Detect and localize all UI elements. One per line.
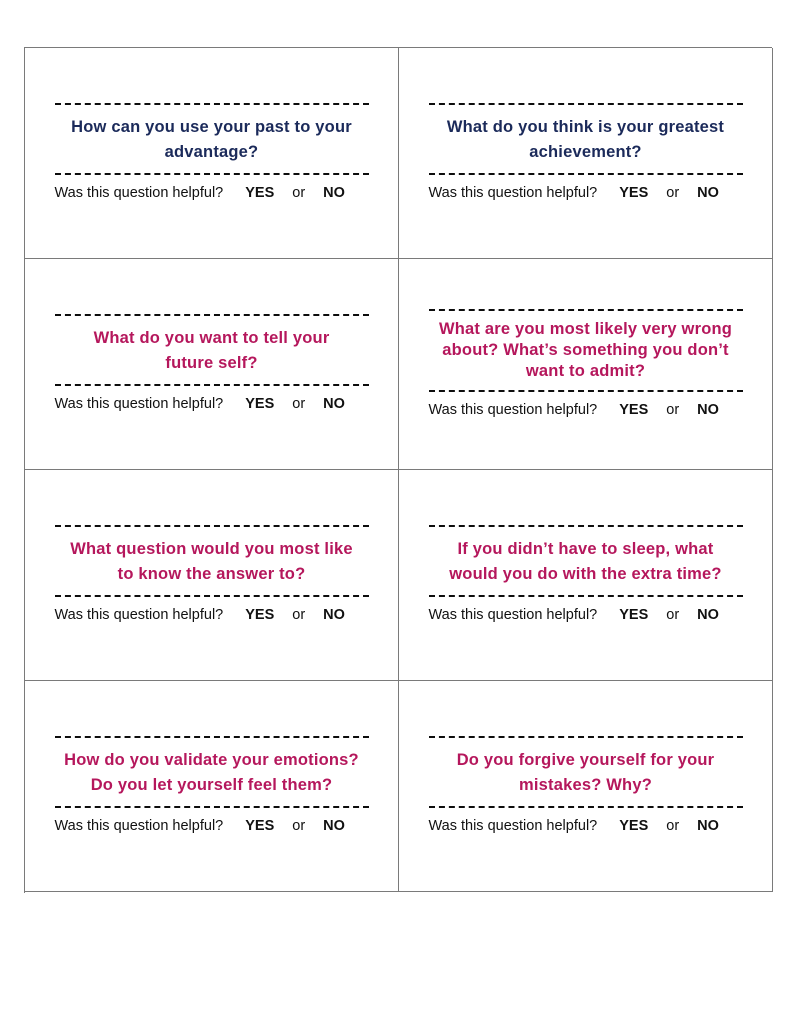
dashed-divider-bottom	[55, 173, 369, 175]
feedback-prompt: Was this question helpful?	[54, 818, 224, 834]
feedback-prompt: Was this question helpful?	[428, 818, 598, 834]
question-line: would you do with the extra time?	[449, 565, 722, 583]
or-separator: or	[666, 818, 680, 834]
feedback-row	[429, 402, 743, 418]
or-separator: or	[292, 818, 306, 834]
question-line: What do you think is your greatest	[446, 118, 725, 136]
question-card-7	[25, 681, 399, 892]
yes-option[interactable]: YES	[619, 185, 649, 201]
question-line: How can you use your past to your	[71, 118, 352, 136]
feedback-row	[55, 396, 369, 412]
dashed-divider-top	[55, 314, 369, 316]
dashed-divider-top	[429, 736, 743, 738]
dashed-divider-bottom	[429, 173, 743, 175]
dashed-divider-bottom	[429, 806, 743, 808]
feedback-prompt: Was this question helpful?	[54, 185, 224, 201]
question-line: future self?	[165, 354, 258, 372]
question-line: to know the answer to?	[117, 565, 306, 583]
feedback-prompt: Was this question helpful?	[428, 607, 598, 623]
feedback-row	[429, 818, 743, 834]
question-card-2	[399, 48, 773, 259]
feedback-row	[55, 185, 369, 201]
question-card-1	[25, 48, 399, 259]
question-line: about? What’s something you don’t	[442, 340, 729, 359]
no-option[interactable]: NO	[697, 818, 719, 834]
question-card-4	[399, 259, 773, 470]
question-line: Do you forgive yourself for your	[456, 751, 715, 769]
no-option[interactable]: NO	[323, 607, 345, 623]
feedback-prompt: Was this question helpful?	[54, 396, 224, 412]
or-separator: or	[666, 607, 680, 623]
question-line: achievement?	[529, 143, 642, 161]
question-card-5	[25, 470, 399, 681]
question-card-3	[25, 259, 399, 470]
yes-option[interactable]: YES	[619, 607, 649, 623]
question-card-sheet	[24, 47, 772, 893]
no-option[interactable]: NO	[323, 396, 345, 412]
dashed-divider-bottom	[55, 384, 369, 386]
dashed-divider-top	[429, 309, 743, 311]
dashed-divider-bottom	[55, 595, 369, 597]
question-line: Do you let yourself feel them?	[90, 776, 333, 794]
question-line: What question would you most like	[70, 540, 353, 558]
dashed-divider-top	[55, 736, 369, 738]
feedback-prompt: Was this question helpful?	[428, 401, 598, 418]
question-text	[47, 115, 377, 165]
dashed-divider-top	[55, 525, 369, 527]
dashed-divider-top	[429, 525, 743, 527]
question-text	[47, 748, 377, 798]
or-separator: or	[666, 185, 680, 201]
feedback-row	[55, 818, 369, 834]
feedback-row	[429, 185, 743, 201]
no-option[interactable]: NO	[697, 185, 719, 201]
yes-option[interactable]: YES	[245, 185, 275, 201]
yes-option[interactable]: YES	[245, 818, 275, 834]
feedback-row	[55, 607, 369, 623]
question-line: advantage?	[164, 143, 259, 161]
dashed-divider-bottom	[55, 806, 369, 808]
or-separator: or	[292, 185, 306, 201]
or-separator: or	[666, 401, 680, 418]
question-text	[421, 115, 751, 165]
yes-option[interactable]: YES	[245, 396, 275, 412]
question-text	[421, 537, 751, 587]
question-line: mistakes? Why?	[518, 776, 652, 794]
dashed-divider-top	[55, 103, 369, 105]
no-option[interactable]: NO	[323, 818, 345, 834]
or-separator: or	[292, 396, 306, 412]
feedback-prompt: Was this question helpful?	[54, 607, 224, 623]
question-line: want to admit?	[525, 361, 646, 380]
or-separator: or	[292, 607, 306, 623]
dashed-divider-top	[429, 103, 743, 105]
question-line: If you didn’t have to sleep, what	[457, 540, 714, 558]
question-line: How do you validate your emotions?	[64, 751, 359, 769]
no-option[interactable]: NO	[323, 185, 345, 201]
question-text	[47, 326, 377, 376]
yes-option[interactable]: YES	[245, 607, 275, 623]
no-option[interactable]: NO	[697, 607, 719, 623]
no-option[interactable]: NO	[697, 401, 719, 418]
yes-option[interactable]: YES	[619, 401, 649, 418]
question-line: What do you want to tell your	[93, 329, 330, 347]
yes-option[interactable]: YES	[619, 818, 649, 834]
dashed-divider-bottom	[429, 595, 743, 597]
feedback-prompt: Was this question helpful?	[428, 185, 598, 201]
question-line: What are you most likely very wrong	[438, 319, 733, 338]
dashed-divider-bottom	[429, 390, 743, 392]
question-card-8	[399, 681, 773, 892]
question-text	[421, 319, 751, 382]
question-card-6	[399, 470, 773, 681]
question-text	[421, 748, 751, 798]
question-text	[47, 537, 377, 587]
feedback-row	[429, 607, 743, 623]
